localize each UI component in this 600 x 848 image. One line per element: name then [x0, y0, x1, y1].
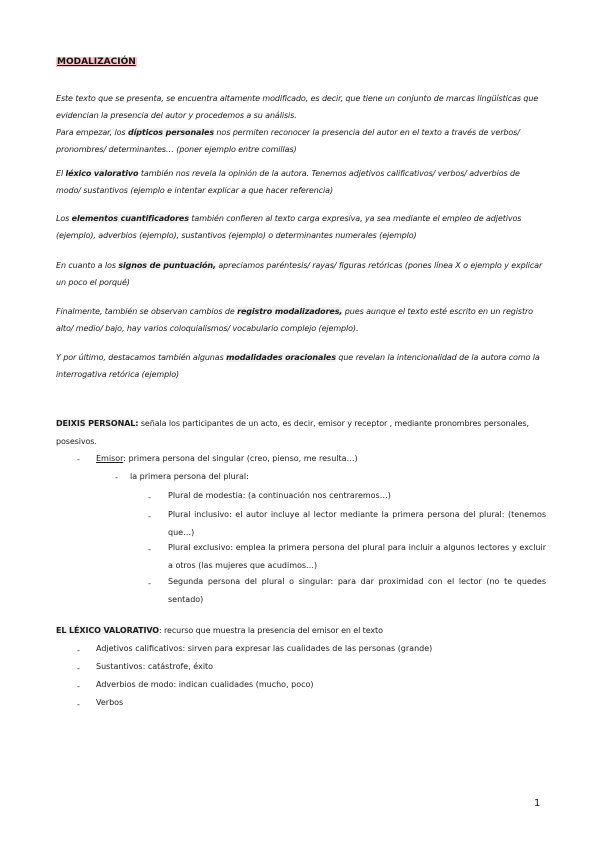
page-number: 1: [534, 798, 541, 809]
intro-text: Este texto que se presenta, se encuentra altamente modificado, es decir, que tiene un conjunto de marcas lingüísticas que evidencian la presencia del autor y procedemos a su análisis.: [56, 94, 539, 120]
p2-post: nos permiten reconocer la presencia del autor en el texto a través de verbos/ pronombres/ determinantes… (poner ejemplo entre comillas): [56, 128, 520, 154]
lexico-text: : recurso que muestra la presencia del emisor en el texto: [158, 626, 383, 635]
p2-bold: dípticos personales: [127, 128, 214, 137]
p7-bold: modalidades oracionales: [226, 353, 336, 362]
bullet-dash: -: [77, 700, 80, 709]
p7-pre: Y por último, destacamos también algunas: [56, 353, 227, 362]
plural-modestia-item: Plural de modestia: (a continuación nos centraremos…): [168, 491, 391, 500]
p3-pre: El: [56, 169, 66, 178]
deixis-paragraph: [56, 415, 546, 451]
document-title: MODALIZACIÓN: [57, 57, 136, 67]
registro-paragraph: [56, 303, 546, 337]
p5-pre: En cuanto a los: [56, 261, 119, 270]
modalidades-paragraph: [56, 349, 546, 383]
p4-post: también confieren al texto carga expresiva, ya sea mediante el empleo de adjetivos (ejemplo), adverbios (ejemplo), sustantivos (ejemplo) o determinantes numerales (ejemplo): [56, 214, 522, 240]
puntuacion-paragraph: [56, 257, 546, 291]
sustantivos-item: Sustantivos: catástrofe, éxito: [96, 662, 214, 671]
lexico-valorativo-paragraph: [56, 622, 546, 640]
p3-bold: léxico valorativo: [65, 169, 139, 178]
adverbios-item: Adverbios de modo: indican cualidades (mucho, poco): [96, 680, 314, 689]
bullet-dash: -: [77, 682, 80, 691]
bullet-dash: -: [148, 512, 151, 521]
intro-paragraph: [56, 90, 546, 158]
bullet-dash: -: [77, 664, 80, 673]
plural-item: la primera persona del plural:: [130, 472, 249, 481]
p6-pre: Finalmente, también se observan cambios de: [56, 307, 238, 316]
p5-bold: signos de puntuación,: [118, 261, 216, 270]
emisor-label: Emisor: [96, 454, 124, 463]
bullet-dash: -: [148, 493, 151, 502]
p6-post: pues aunque el texto esté escrito en un registro alto/ medio/ bajo, hay varios coloquialismos/ vocabulario complejo (ejemplo).: [56, 307, 533, 333]
p6-bold: registro modalizadores,: [237, 307, 343, 316]
cuantificadores-paragraph: [56, 210, 546, 244]
bullet-dash: -: [148, 545, 151, 554]
verbos-item: Verbos: [96, 698, 124, 707]
p3-post: también nos revela la opinión de la autora. Tenemos adjetivos calificativos/ verbos/ adverbios de modo/ sustantivos (ejemplo e intentar explicar a que hacer referencia): [56, 169, 520, 195]
bullet-dash: -: [77, 455, 80, 464]
plural-exclusivo-item: Plural exclusivo: emplea la primera persona del plural para incluir a algunos lectores y excluir a otros (las mujeres que acudimos…): [168, 543, 546, 570]
adjetivos-item: Adjetivos calificativos: sirven para expresar las cualidades de las personas (grande): [96, 644, 433, 653]
p2-pre: Para empezar, los: [56, 128, 128, 137]
segunda-persona-item: Segunda persona del plural o singular: para dar proximidad con el lector (no te quedes sentado): [168, 577, 546, 604]
p4-bold: elementos cuantificadores: [71, 214, 189, 223]
deixis-heading: DEIXIS PERSONAL:: [56, 419, 139, 428]
plural-inclusivo-item: Plural inclusivo: el autor incluye al lector mediante la primera persona del plural: (tenemos que…): [168, 510, 546, 537]
p4-pre: Los: [56, 214, 72, 223]
p7-post: que revelan la intencionalidad de la autora como la interrogativa retórica (ejemplo): [56, 353, 540, 379]
bullet-dash: -: [115, 473, 118, 482]
emisor-text: : primera persona del singular (creo, pienso, me resulta…): [123, 454, 358, 463]
bullet-dash: -: [77, 646, 80, 655]
emisor-item: [96, 450, 546, 468]
lexico-heading: EL LÉXICO VALORATIVO: [56, 626, 159, 635]
bullet-dash: -: [148, 579, 151, 588]
p5-post: apreciamos paréntesis/ rayas/ figuras retóricas (pones línea X o ejemplo y explicar un poco el porqué): [56, 261, 543, 287]
lexico-paragraph: [56, 165, 546, 199]
deixis-text: señala los participantes de un acto, es decir, emisor y receptor , mediante pronombres personales, posesivos.: [56, 419, 529, 446]
